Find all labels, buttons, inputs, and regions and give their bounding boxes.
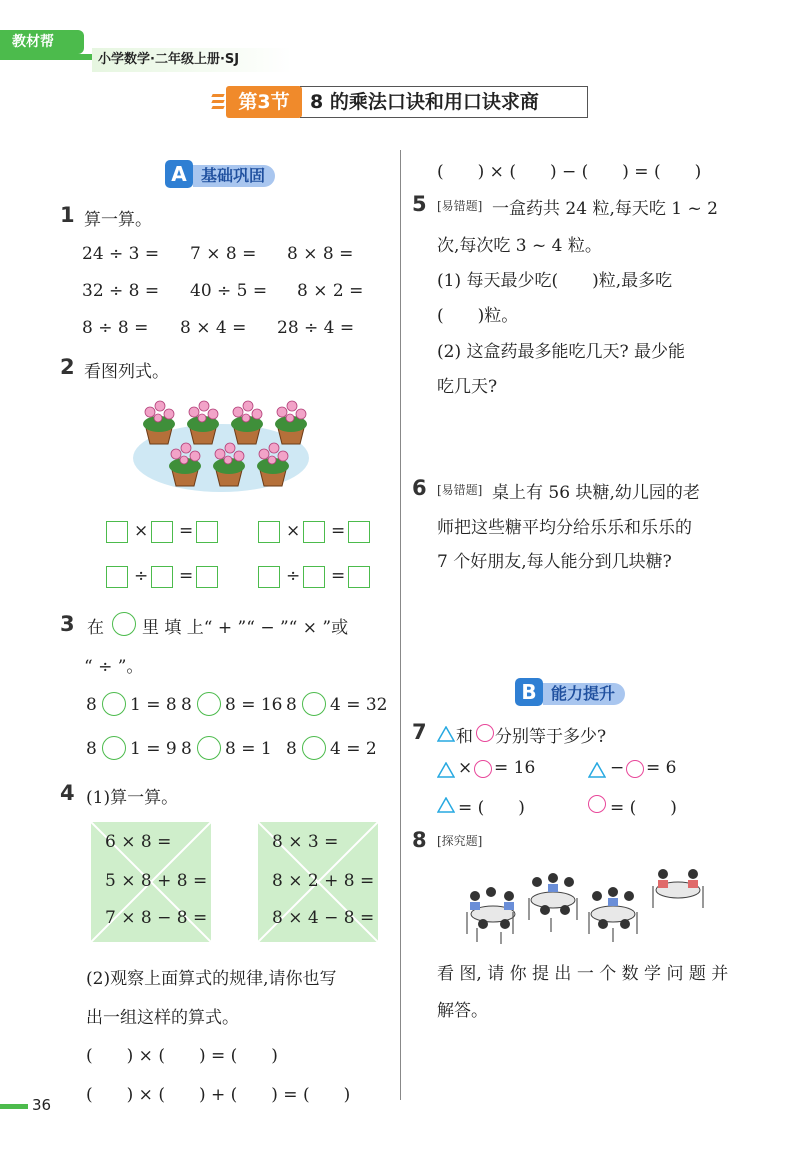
answer-box[interactable] — [106, 566, 128, 588]
q3-term: 8 = 1 — [225, 739, 272, 759]
answer-box[interactable] — [348, 521, 370, 543]
divide-sign: ÷ — [286, 566, 301, 586]
operator-circle[interactable] — [302, 692, 326, 716]
divide-sign: ÷ — [134, 566, 149, 586]
q1-item: 7 × 8 = — [190, 244, 257, 264]
q3-term: 8 — [286, 739, 297, 759]
section-b-label: 能力提升 — [543, 683, 625, 705]
q6-line: 7 个好朋友,每人能分到几块糖? — [437, 552, 672, 572]
q3-term: 1 = 8 — [130, 695, 177, 715]
q1-item: 28 ÷ 4 = — [277, 318, 355, 338]
q5-line: 吃几天? — [437, 377, 498, 397]
q3-term: 8 — [86, 739, 97, 759]
equation-card-1 — [91, 822, 211, 942]
q6-line: 桌上有 56 块糖,幼儿园的老 — [492, 483, 700, 503]
times-sign: × — [134, 521, 149, 541]
triangle-icon — [437, 726, 455, 746]
q8-tag: [探究题] — [437, 834, 483, 848]
equation-card-2 — [258, 822, 378, 942]
q7-expr: = 6 — [646, 758, 677, 778]
q2-number: 2 — [60, 355, 75, 379]
operator-circle[interactable] — [197, 736, 221, 760]
q4-number: 4 — [60, 781, 75, 805]
card-equation: 6 × 8 = — [105, 832, 172, 852]
q4-blank-row[interactable]: ( ) × ( ) − ( ) = ( ) — [437, 162, 702, 182]
q7-answer[interactable]: = ( ) — [458, 798, 525, 818]
q5-number: 5 — [412, 192, 427, 216]
operator-circle[interactable] — [197, 692, 221, 716]
q6-tag: [易错题] — [437, 483, 483, 497]
equals-sign: = — [179, 566, 194, 586]
q3-prompt-a: 在 — [87, 618, 104, 638]
q1-number: 1 — [60, 203, 75, 227]
page-bar — [0, 1104, 28, 1109]
q6-number: 6 — [412, 476, 427, 500]
page-number: 36 — [32, 1096, 52, 1114]
q4-part2-line2: 出一组这样的算式。 — [86, 1008, 239, 1028]
q1-prompt: 算一算。 — [84, 210, 152, 230]
brand-tag: 教材帮 — [0, 30, 84, 54]
card-equation: 8 × 3 = — [272, 832, 339, 852]
answer-box[interactable] — [151, 521, 173, 543]
q1-item: 40 ÷ 5 = — [190, 281, 268, 301]
answer-box[interactable] — [106, 521, 128, 543]
q4-blank-row[interactable]: ( ) × ( ) = ( ) — [86, 1046, 278, 1066]
card-equation: 5 × 8 + 8 = — [105, 871, 208, 891]
q3-number: 3 — [60, 612, 75, 636]
q8-line: 解答。 — [437, 1001, 488, 1021]
triangle-icon — [588, 762, 606, 782]
answer-box[interactable] — [258, 566, 280, 588]
q1-item: 8 × 8 = — [287, 244, 354, 264]
q1-item: 8 × 4 = — [180, 318, 247, 338]
answer-box[interactable] — [348, 566, 370, 588]
section-marks — [212, 90, 226, 114]
answer-box[interactable] — [303, 521, 325, 543]
column-divider — [400, 150, 401, 1100]
q5-line: 次,每次吃 3 ~ 4 粒。 — [437, 236, 602, 256]
q3-term: 4 = 2 — [330, 739, 377, 759]
q4-part1: (1)算一算。 — [86, 788, 179, 808]
flower-pots-image — [132, 390, 310, 498]
triangle-icon — [437, 762, 455, 782]
circle-icon — [588, 795, 606, 813]
subject-label: 小学数学·二年级上册·SJ — [92, 48, 292, 72]
children-tables-image — [453, 862, 723, 948]
q7-expr: − — [610, 758, 625, 778]
q3-prompt-b: 里 填 上“ + ”“ − ”“ × ”或 — [142, 618, 349, 638]
q5-line: 一盒药共 24 粒,每天吃 1 ~ 2 — [492, 199, 718, 219]
q5-tag: [易错题] — [437, 199, 483, 213]
q3-term: 8 — [181, 695, 192, 715]
operator-circle[interactable] — [302, 736, 326, 760]
operator-circle[interactable] — [102, 736, 126, 760]
q3-term: 4 = 32 — [330, 695, 388, 715]
card-equation: 7 × 8 − 8 = — [105, 908, 208, 928]
section-number: 第3节 — [226, 86, 302, 118]
q1-item: 8 ÷ 8 = — [82, 318, 149, 338]
q5-line: (2) 这盒药最多能吃几天? 最少能 — [437, 342, 686, 362]
q3-term: 8 — [181, 739, 192, 759]
q1-item: 8 × 2 = — [297, 281, 364, 301]
circle-icon — [474, 760, 492, 778]
q8-number: 8 — [412, 828, 427, 852]
q5-line[interactable]: ( )粒。 — [437, 306, 519, 326]
q1-item: 32 ÷ 8 = — [82, 281, 160, 301]
q2-prompt: 看图列式。 — [84, 362, 169, 382]
q7-expr: = 16 — [494, 758, 536, 778]
q3-term: 8 = 16 — [225, 695, 283, 715]
section-b-letter: B — [515, 678, 543, 706]
q7-expr: × — [458, 758, 473, 778]
card-equation: 8 × 2 + 8 = — [272, 871, 375, 891]
answer-box[interactable] — [196, 521, 218, 543]
q3-prompt-c: “ ÷ ”。 — [84, 657, 144, 677]
equals-sign: = — [331, 566, 346, 586]
section-a-letter: A — [165, 160, 193, 188]
q4-part2-line1: (2)观察上面算式的规律,请你也写 — [86, 969, 337, 989]
answer-box[interactable] — [303, 566, 325, 588]
q1-item: 24 ÷ 3 = — [82, 244, 160, 264]
q3-term: 8 — [86, 695, 97, 715]
q5-line[interactable]: (1) 每天最少吃( )粒,最多吃 — [437, 271, 673, 291]
q7-answer[interactable]: = ( ) — [610, 798, 677, 818]
q8-line: 看 图, 请 你 提 出 一 个 数 学 问 题 并 — [437, 964, 729, 984]
card-equation: 8 × 4 − 8 = — [272, 908, 375, 928]
section-title: 8 的乘法口诀和用口诀求商 — [300, 86, 588, 118]
circle-icon — [476, 724, 494, 742]
triangle-icon — [437, 797, 455, 817]
equals-sign: = — [331, 521, 346, 541]
circle-blank-sample — [112, 612, 136, 636]
answer-box[interactable] — [196, 566, 218, 588]
operator-circle[interactable] — [102, 692, 126, 716]
brand-strip — [0, 54, 92, 60]
q7-prompt-b: 分别等于多少? — [495, 727, 607, 747]
q3-term: 8 — [286, 695, 297, 715]
section-a-label: 基础巩固 — [193, 165, 275, 187]
q3-term: 1 = 9 — [130, 739, 177, 759]
answer-box[interactable] — [258, 521, 280, 543]
q4-blank-row[interactable]: ( ) × ( ) + ( ) = ( ) — [86, 1085, 351, 1105]
q7-number: 7 — [412, 720, 427, 744]
q6-line: 师把这些糖平均分给乐乐和乐乐的 — [437, 518, 692, 538]
circle-icon — [626, 760, 644, 778]
q7-prompt-a: 和 — [456, 727, 473, 747]
times-sign: × — [286, 521, 301, 541]
equals-sign: = — [179, 521, 194, 541]
answer-box[interactable] — [151, 566, 173, 588]
